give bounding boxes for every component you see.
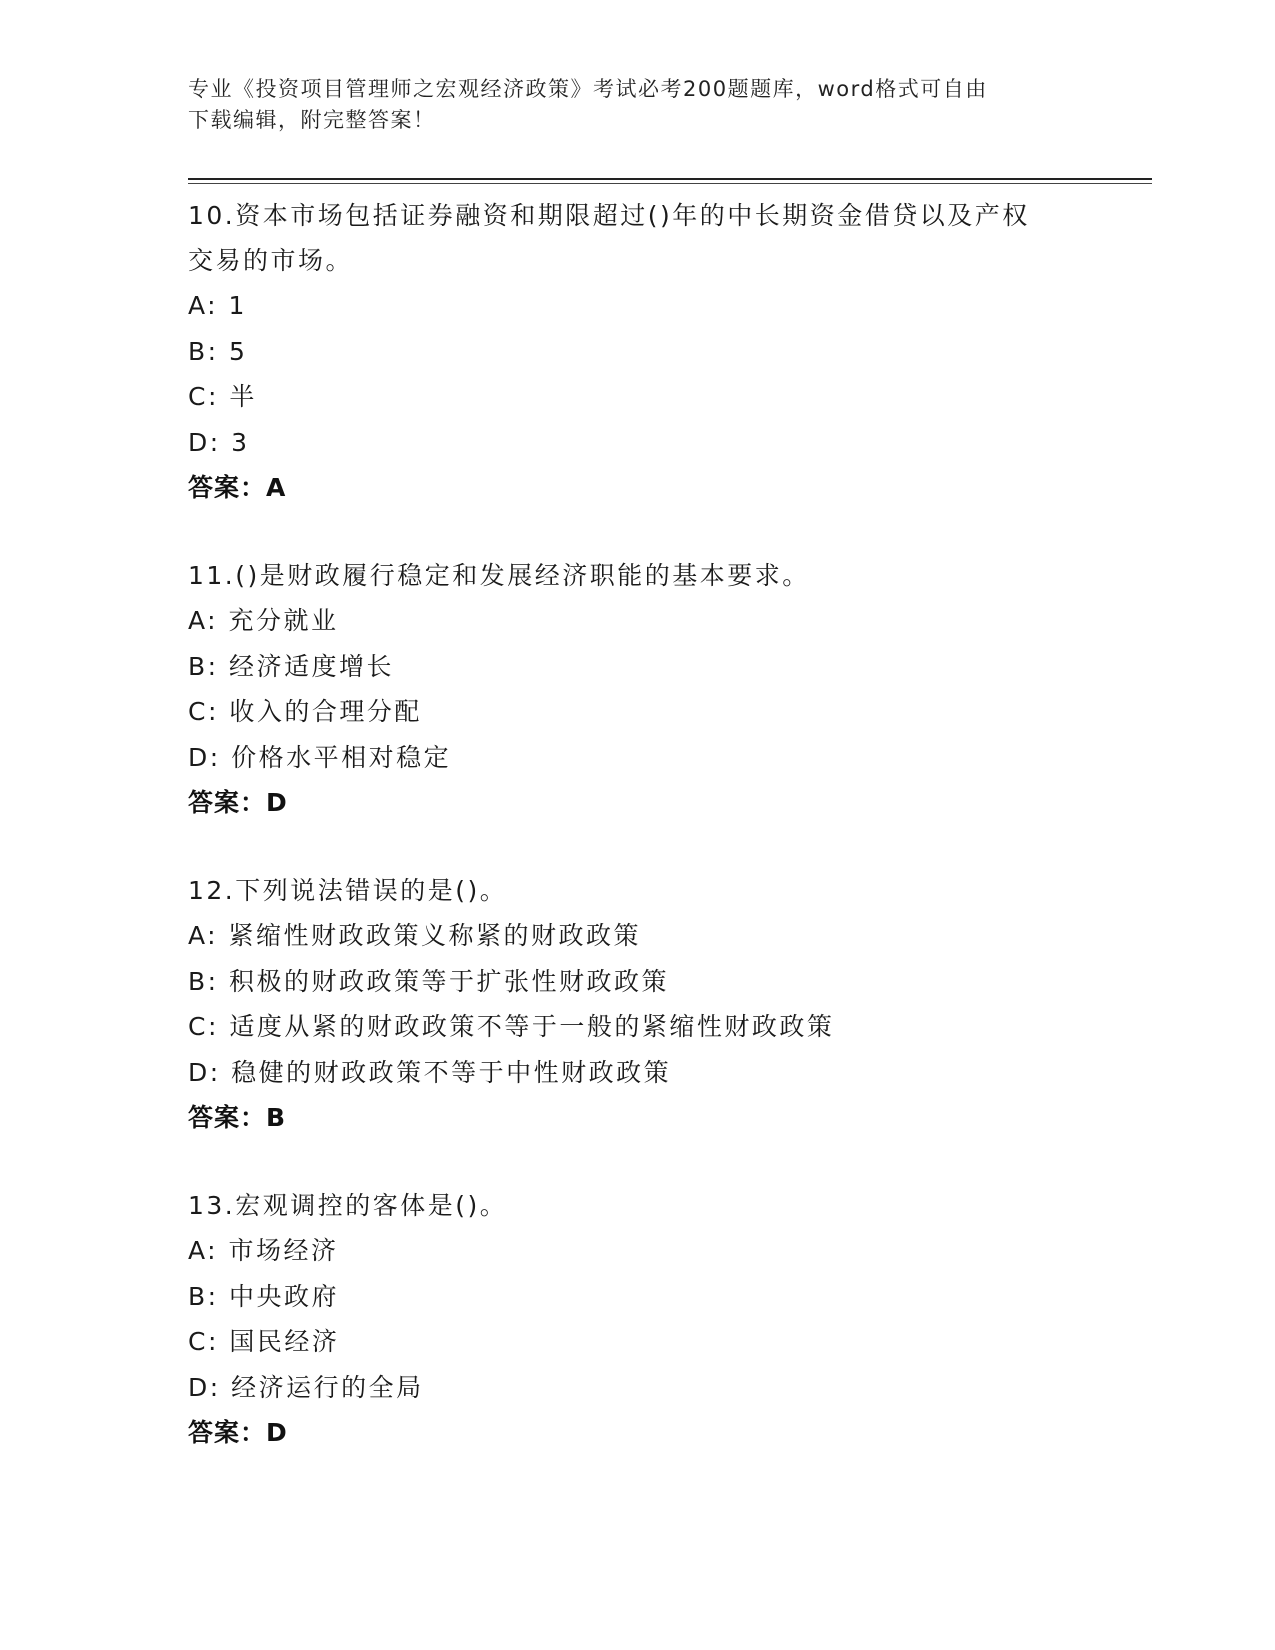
option-c: C: 国民经济 (188, 1327, 340, 1356)
question-text-line: 交易的市场。 (188, 246, 354, 275)
question-13 (188, 1183, 1088, 1455)
question-text-line: 11.()是财政履行稳定和发展经济职能的基本要求。 (188, 561, 810, 590)
answer: 答案：B (188, 1103, 287, 1132)
header-rule-thick (188, 178, 1152, 180)
option-c: C: 收入的合理分配 (188, 697, 422, 726)
option-b: B: 中央政府 (188, 1281, 340, 1311)
option-d: D: 价格水平相对稳定 (188, 742, 452, 772)
header-line-2: 下载编辑，附完整答案！ (188, 108, 436, 132)
question-text-line: 13.宏观调控的客体是()。 (188, 1191, 508, 1220)
option-a: A: 紧缩性财政政策义称紧的财政政策 (188, 921, 642, 950)
document-header (188, 74, 1088, 136)
option-a: A: 充分就业 (188, 606, 339, 635)
option-c: C: 适度从紧的财政政策不等于一般的紧缩性财政政策 (188, 1012, 835, 1041)
option-d: D: 经济运行的全局 (188, 1372, 424, 1402)
option-a: A: 1 (188, 291, 247, 320)
answer: 答案：A (188, 473, 287, 502)
option-d: D: 稳健的财政政策不等于中性财政政策 (188, 1057, 672, 1087)
question-text-line: 12.下列说法错误的是()。 (188, 876, 508, 905)
header-line-1: 专业《投资项目管理师之宏观经济政策》考试必考200题题库，word格式可自由 (188, 77, 988, 101)
option-a: A: 市场经济 (188, 1236, 339, 1265)
question-11 (188, 553, 1088, 825)
question-list (188, 193, 1088, 1498)
question-12 (188, 868, 1088, 1140)
answer: 答案：D (188, 788, 288, 817)
question-10 (188, 193, 1088, 510)
option-c: C: 半 (188, 382, 257, 411)
option-d: D: 3 (188, 427, 250, 457)
option-b: B: 经济适度增长 (188, 651, 395, 681)
question-text-line: 10.资本市场包括证券融资和期限超过()年的中长期资金借贷以及产权 (188, 201, 1030, 230)
answer: 答案：D (188, 1418, 288, 1447)
option-b: B: 积极的财政政策等于扩张性财政政策 (188, 966, 670, 996)
header-rule-thin (188, 183, 1152, 184)
option-b: B: 5 (188, 336, 248, 366)
